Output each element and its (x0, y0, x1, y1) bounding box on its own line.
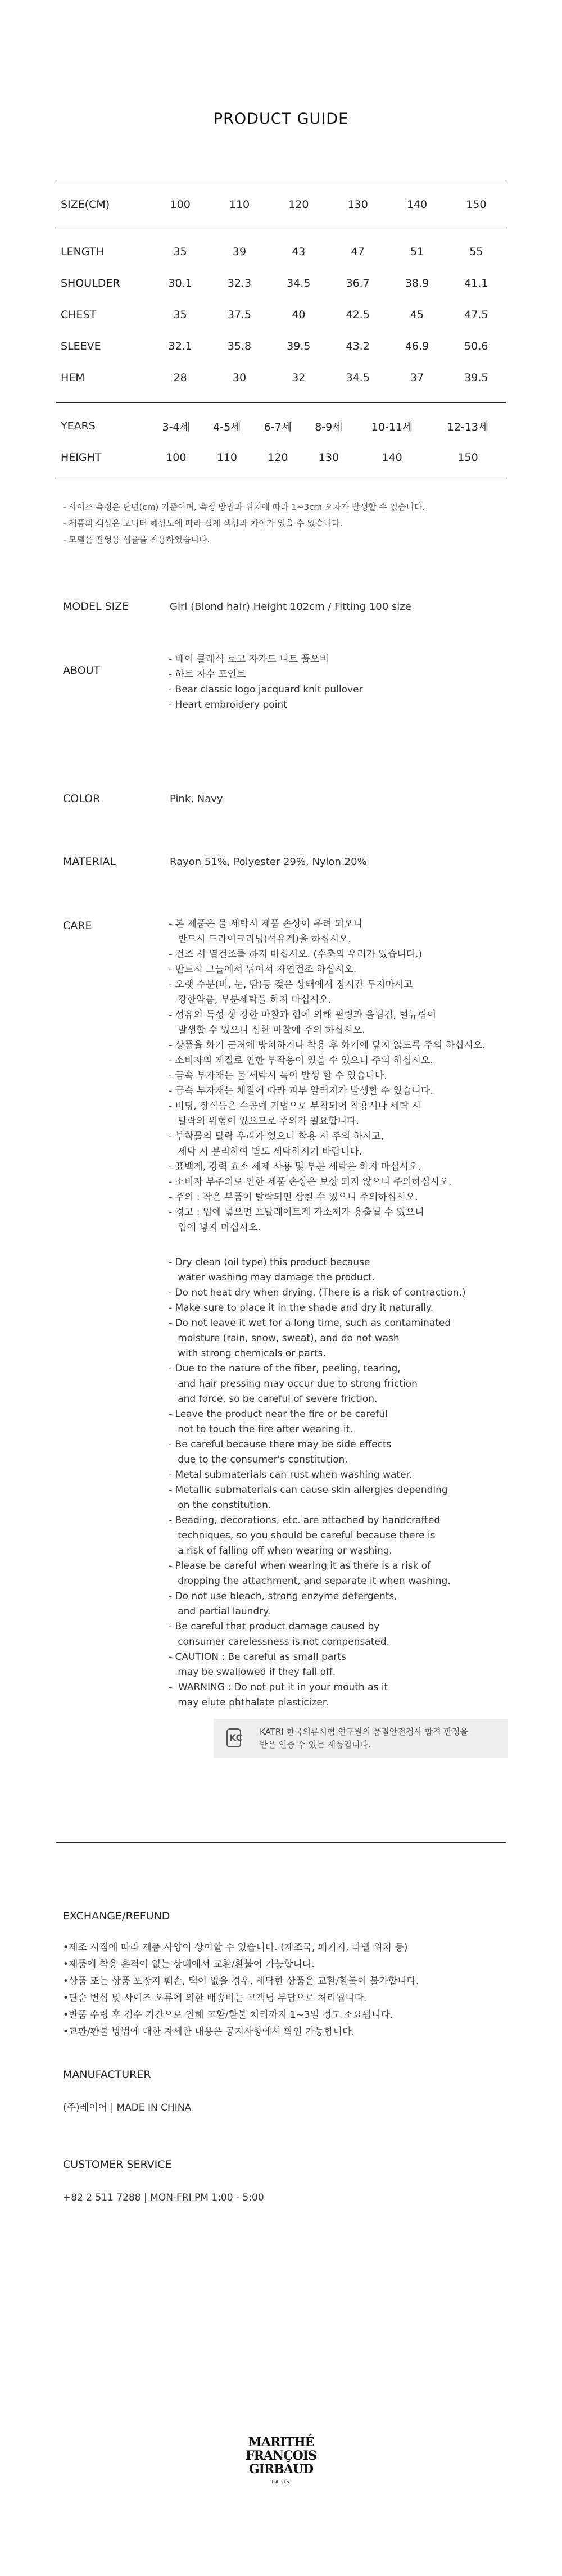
care-line-en: water washing may damage the product. (169, 1272, 375, 1283)
about-line: - 베어 클래식 로고 자카드 니트 풀오버 (169, 654, 329, 665)
measurement-row-label: SHOULDER (61, 277, 120, 289)
care-line-en: and force, so be careful of severe friction. (169, 1393, 378, 1405)
size-col-header: 110 (229, 198, 250, 211)
age-row-cell: 120 (268, 451, 288, 464)
measurement-row-cell: 45 (410, 309, 424, 321)
care-line-ko: - 부착물의 탈락 우려가 있으니 착용 시 주의 하시고, (169, 1131, 384, 1142)
size-note: - 모델은 촬영용 샘플을 착용하였습니다. (63, 535, 210, 545)
care-line-en: a risk of falling off when wearing or washing. (169, 1545, 392, 1556)
brand-logo (236, 2434, 326, 2490)
care-line-en: may elute phthalate plasticizer. (169, 1697, 329, 1708)
kc-mark-text: KC (229, 1732, 243, 1743)
care-line-en: techniques, so you should be careful because there is (169, 1530, 436, 1541)
care-line-en: with strong chemicals or parts. (169, 1348, 326, 1359)
measurement-row-cell: 30 (232, 372, 247, 384)
size-header-row (61, 189, 506, 220)
measurement-row-cell: 39.5 (464, 372, 488, 384)
divider-lower (56, 1842, 506, 1843)
care-line-en: - Be careful that product damage caused by (169, 1621, 380, 1632)
care-line-en: - Please be careful when wearing it as there is a risk of (169, 1560, 431, 1572)
color-value: Pink, Navy (170, 793, 223, 805)
customer-service-label: CUSTOMER SERVICE (63, 2158, 172, 2171)
care-english (169, 1255, 466, 1710)
measurement-row-cell: 42.5 (346, 309, 370, 321)
measurement-row-cell: 51 (410, 246, 424, 258)
care-line-ko: - 경고 : 입에 넣으면 프탈레이트계 가소제가 용출될 수 있으니 (169, 1207, 424, 1218)
care-line-en: moisture (rain, snow, sweat), and do not wash (169, 1333, 400, 1344)
care-line-ko: - 상품을 화기 근처에 방치하거나 착용 후 화기에 닿지 않도록 주의 하십시오. (169, 1040, 486, 1051)
measurement-row-cell: 46.9 (405, 340, 429, 352)
measurement-row-cell: 43.2 (346, 340, 370, 352)
measurement-row (61, 268, 506, 299)
care-line-en: dropping the attachment, and separate it when washing. (169, 1576, 451, 1587)
age-row-cell: 6-7세 (264, 420, 292, 433)
age-row (61, 410, 506, 442)
brand-logo-mark (236, 2434, 326, 2490)
measurement-row-cell: 47.5 (464, 309, 488, 321)
care-line-ko: - 본 제품은 물 세탁시 제품 손상이 우려 되오니 (169, 918, 362, 930)
care-line-ko: 발생할 수 있으니 심한 마찰에 주의 하십시오. (169, 1025, 365, 1036)
age-row-label: YEARS (61, 420, 96, 432)
measurement-row-cell: 28 (173, 372, 187, 384)
care-line-en: may be swallowed if they fall off. (169, 1667, 336, 1678)
manufacturer-value: (주)레이어 | MADE IN CHINA (63, 2102, 192, 2113)
measurement-row-cell: 41.1 (464, 277, 488, 289)
measurement-row-label: CHEST (61, 309, 97, 321)
care-line-en: - Make sure to place it in the shade and dry it naturally. (169, 1302, 434, 1314)
divider-measurements (56, 402, 506, 403)
care-line-ko: - 비딩, 장식등은 수공예 기법으로 부착되어 착용시나 세탁 시 (169, 1101, 421, 1112)
care-line-en: - CAUTION : Be careful as small parts (169, 1651, 346, 1663)
size-col-header: 150 (466, 198, 487, 211)
care-line-ko: - 소비자의 제질로 인한 부작용이 있을 수 있으니 주의 하십시오. (169, 1055, 433, 1066)
measurement-row-cell: 43 (292, 246, 306, 258)
about-text (169, 652, 363, 713)
care-line-ko: - 오랫 수분(비, 눈, 땀)등 젖은 상태에서 장시간 두지마시고 (169, 979, 413, 990)
care-line-ko: 탈락의 위험이 있으므로 주의가 필요합니다. (169, 1116, 359, 1127)
kc-notice-text (260, 1726, 468, 1751)
size-col-header: 140 (406, 198, 428, 211)
age-row-cell: 4-5세 (213, 420, 241, 433)
care-line-en: and hair pressing may occur due to strong friction (169, 1378, 418, 1389)
kc-notice-line: KATRI 한국의류시험 연구원의 품질안전검사 합격 판정을 (260, 1727, 468, 1737)
care-line-ko: 세탁 시 분리하여 별도 세탁하시기 바랍니다. (169, 1146, 362, 1157)
care-line-ko: - 소비자 부주의로 인한 제품 손상은 보상 되지 않으니 주의하십시오. (169, 1176, 452, 1188)
measurement-row-cell: 39 (232, 246, 247, 258)
care-line-ko: - 표백제, 강력 효소 세제 사용 및 부분 세탁은 하지 마십시오. (169, 1161, 421, 1172)
logo-line: MARITHÉ (248, 2435, 314, 2450)
size-col-header: 130 (347, 198, 368, 211)
logo-line: FRANÇOIS (246, 2448, 316, 2463)
kc-notice-line: 받은 인증 수 있는 제품입니다. (260, 1740, 371, 1750)
care-line-en: due to the consumer's constitution. (169, 1454, 348, 1465)
size-col-header: 100 (170, 198, 191, 211)
care-line-en: - Do not heat dry when drying. (There is a risk of contraction.) (169, 1287, 466, 1298)
measurement-row (61, 331, 506, 362)
exchange-list (63, 1939, 419, 2040)
age-row (61, 442, 506, 473)
kc-notice (214, 1719, 508, 1758)
size-header-label: SIZE(CM) (61, 198, 110, 211)
material-label: MATERIAL (63, 855, 116, 868)
care-line-ko: 반드시 드라이크리닝(석유계)을 하십시오. (169, 934, 351, 945)
care-line-en: - Metal submaterials can rust when washing water. (169, 1469, 413, 1481)
measurement-row (61, 362, 506, 393)
measurement-row-cell: 47 (351, 246, 365, 258)
care-line-ko: - 금속 부자재는 체질에 따라 피부 알러지가 발생할 수 있습니다. (169, 1085, 433, 1097)
care-line-ko: - 반드시 그늘에서 뉘어서 자연건조 하십시오. (169, 964, 357, 975)
age-row-cell: 130 (318, 451, 339, 464)
model-size-value: Girl (Blond hair) Height 102cm / Fitting 100 size (170, 601, 411, 613)
color-label: COLOR (63, 793, 101, 805)
measurement-table (61, 236, 506, 393)
age-row-cell: 140 (382, 451, 402, 464)
kc-certification-icon (226, 1728, 241, 1747)
measurement-row-cell: 37 (410, 372, 424, 384)
measurement-row-cell: 35 (173, 246, 187, 258)
age-row-cell: 3-4세 (162, 420, 190, 433)
care-line-ko: - 주의 : 작은 부품이 탈락되면 삼킬 수 있으니 주의하십시오. (169, 1192, 418, 1203)
age-row-cell: 10-11세 (371, 420, 413, 433)
care-line-ko: - 금속 부자재는 물 세탁시 녹이 발생 할 수 있습니다. (169, 1070, 387, 1081)
measurement-row-cell: 40 (292, 309, 306, 321)
measurement-row-cell: 34.5 (287, 277, 311, 289)
care-line-en: - Be careful because there may be side effects (169, 1439, 392, 1450)
measurement-row-cell: 37.5 (227, 309, 252, 321)
measurement-row-label: HEM (61, 372, 85, 384)
care-line-en: consumer carelessness is not compensated. (169, 1636, 390, 1647)
manufacturer-label: MANUFACTURER (63, 2068, 151, 2081)
care-line-en: not to touch the fire after wearing it. (169, 1424, 353, 1435)
age-row-cell: 12-13세 (447, 420, 489, 433)
measurement-row-cell: 39.5 (287, 340, 311, 352)
size-notes (63, 499, 425, 548)
measurement-row-cell: 38.9 (405, 277, 429, 289)
care-line-en: - Leave the product near the fire or be careful (169, 1409, 388, 1420)
exchange-line: •제품에 착용 흔적이 없는 상태에서 교환/환불이 가능합니다. (63, 1959, 315, 1970)
age-row-cell: 100 (166, 451, 187, 464)
measurement-row-cell: 35 (173, 309, 187, 321)
measurement-row-cell: 36.7 (346, 277, 370, 289)
measurement-row-cell: 32 (292, 372, 306, 384)
age-table (61, 410, 506, 473)
logo-line: GIRBAUD (248, 2462, 314, 2477)
about-line: - Bear classic logo jacquard knit pullover (169, 684, 363, 695)
size-note: - 사이즈 측정은 단면(cm) 기준이며, 측정 방법과 위치에 따라 1~3cm 오차가 발생할 수 있습니다. (63, 502, 425, 512)
measurement-row-label: LENGTH (61, 246, 104, 258)
care-line-en: - Metallic submaterials can cause skin allergies depending (169, 1484, 448, 1496)
measurement-row (61, 299, 506, 331)
size-col-header: 120 (288, 198, 309, 211)
age-row-cell: 150 (457, 451, 478, 464)
care-line-ko: - 섬유의 특성 상 강한 마찰과 힘에 의해 필링과 올튐김, 털뉴림이 (169, 1009, 437, 1021)
about-line: - Heart embroidery point (169, 699, 287, 710)
measurement-row-cell: 55 (469, 246, 483, 258)
exchange-line: •교환/환불 방법에 대한 자세한 내용은 공지사항에서 확인 가능합니다. (63, 2026, 355, 2038)
care-line-en: on the constitution. (169, 1500, 271, 1511)
logo-line: PARIS (271, 2479, 291, 2484)
measurement-row (61, 236, 506, 268)
exchange-line: •제조 시점에 따라 제품 사양이 상이할 수 있습니다. (제조국, 패키지, 라벨 위치 등) (63, 1942, 408, 1953)
care-line-en: - Dry clean (oil type) this product because (169, 1257, 370, 1268)
care-label: CARE (63, 920, 92, 932)
measurement-row-cell: 32.1 (168, 340, 192, 352)
measurement-row-label: SLEEVE (61, 340, 101, 352)
care-line-en: - WARNING : Do not put it in your mouth as it (169, 1682, 388, 1693)
measurement-row-cell: 32.3 (227, 277, 252, 289)
measurement-row-cell: 30.1 (168, 277, 192, 289)
page-title: PRODUCT GUIDE (213, 110, 349, 128)
care-korean (169, 917, 486, 1235)
about-line: - 하트 자수 포인트 (169, 669, 246, 680)
customer-service-value: +82 2 511 7288 | MON-FRI PM 1:00 - 5:00 (63, 2192, 264, 2203)
care-line-ko: 입에 넣지 마십시오. (169, 1222, 261, 1233)
model-size-label: MODEL SIZE (63, 600, 129, 613)
care-line-en: - Due to the nature of the fiber, peeling, tearing, (169, 1363, 401, 1374)
size-table (61, 189, 506, 220)
care-line-en: and partial laundry. (169, 1606, 271, 1617)
age-row-cell: 8-9세 (315, 420, 343, 433)
care-line-en: - Do not use bleach, strong enzyme detergents, (169, 1591, 397, 1602)
exchange-line: •반품 수령 후 검수 기간으로 인해 교환/환불 처리까지 1~3일 정도 소요됩니다. (63, 2009, 393, 2021)
care-line-ko: 강한약품, 부분세탁을 하지 마십시오. (169, 994, 332, 1006)
measurement-row-cell: 50.6 (464, 340, 488, 352)
care-line-en: - Beading, decorations, etc. are attached by handcrafted (169, 1515, 441, 1526)
measurement-row-cell: 34.5 (346, 372, 370, 384)
exchange-line: •상품 또는 상품 포장지 훼손, 택이 없을 경우, 세탁한 상품은 교환/환불이 불가합니다. (63, 1976, 419, 1987)
size-note: - 제품의 색상은 모니터 해상도에 따라 실제 색상과 차이가 있을 수 있습니다. (63, 518, 343, 528)
care-line-ko: - 건조 시 열건조를 하지 마십시오. (수축의 우려가 있습니다.) (169, 949, 423, 960)
material-value: Rayon 51%, Polyester 29%, Nylon 20% (170, 856, 367, 868)
care-line-en: - Do not leave it wet for a long time, such as contaminated (169, 1318, 451, 1329)
age-row-label: HEIGHT (61, 451, 102, 464)
measurement-row-cell: 35.8 (227, 340, 252, 352)
exchange-label: EXCHANGE/REFUND (63, 1910, 170, 1922)
about-label: ABOUT (63, 664, 101, 677)
age-row-cell: 110 (216, 451, 237, 464)
exchange-line: •단순 변심 및 사이즈 오류에 의한 배송비는 고객님 부담으로 처리됩니다. (63, 1993, 367, 2004)
